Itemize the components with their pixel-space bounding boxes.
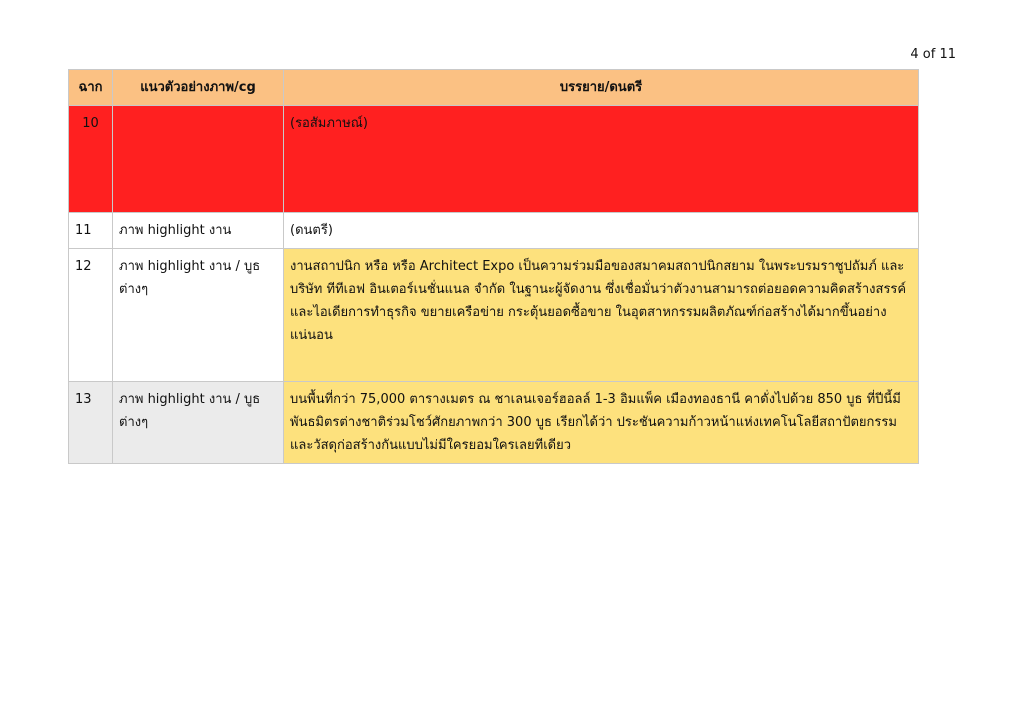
header-scene: ฉาก	[69, 70, 113, 106]
visual-cell: ภาพ highlight งาน	[113, 213, 284, 249]
page-number: 4 of 11	[910, 47, 956, 62]
scene-number: 11	[69, 213, 113, 249]
scene-number: 13	[69, 382, 113, 464]
narration-cell: บนพื้นที่กว่า 75,000 ตารางเมตร ณ ชาเลนเจอร์ฮอลล์ 1-3 อิมแพ็ค เมืองทองธานี คาดั่งไปด้วย 850 บูธ ที่ปีนี้มีพันธมิตรต่างชาติร่วมโชว์ศักยภาพกว่า 300 บูธ เรียกได้ว่า ประชันความก้าวหน้าแห่งเทคโนโลยีสถาปัตยกรรมและวัสดุก่อสร้างกันแบบไม่มีใครยอมใครเลยทีเดียว	[284, 382, 919, 464]
narration-cell: (ดนตรี)	[284, 213, 919, 249]
scene-number: 10	[69, 106, 113, 213]
header-visual: แนวตัวอย่างภาพ/cg	[113, 70, 284, 106]
visual-cell	[113, 106, 284, 213]
script-table	[68, 69, 919, 464]
table-row	[69, 106, 919, 213]
narration-cell: (รอสัมภาษณ์)	[284, 106, 919, 213]
header-narration: บรรยาย/ดนตรี	[284, 70, 919, 106]
narration-cell: งานสถาปนิก หรือ หรือ Architect Expo เป็นความร่วมมือของสมาคมสถาปนิกสยาม ในพระบรมราชูปถัมภ์ และบริษัท ทีทีเอฟ อินเตอร์เนชั่นแนล จำกัด ในฐานะผู้จัดงาน ซึ่งเชื่อมั่นว่าตัวงานสามารถต่อยอดความคิดสร้างสรรค์และไอเดียการทำธุรกิจ ขยายเครือข่าย กระตุ้นยอดซื้อขาย ในอุตสาหกรรมผลิตภัณฑ์ก่อสร้างได้มากขึ้นอย่างแน่นอน	[284, 249, 919, 382]
visual-cell: ภาพ highlight งาน / บูธต่างๆ	[113, 249, 284, 382]
scene-number: 12	[69, 249, 113, 382]
visual-cell: ภาพ highlight งาน / บูธต่างๆ	[113, 382, 284, 464]
table-row	[69, 382, 919, 464]
table-row	[69, 249, 919, 382]
table-header-row	[69, 70, 919, 106]
table-row	[69, 213, 919, 249]
